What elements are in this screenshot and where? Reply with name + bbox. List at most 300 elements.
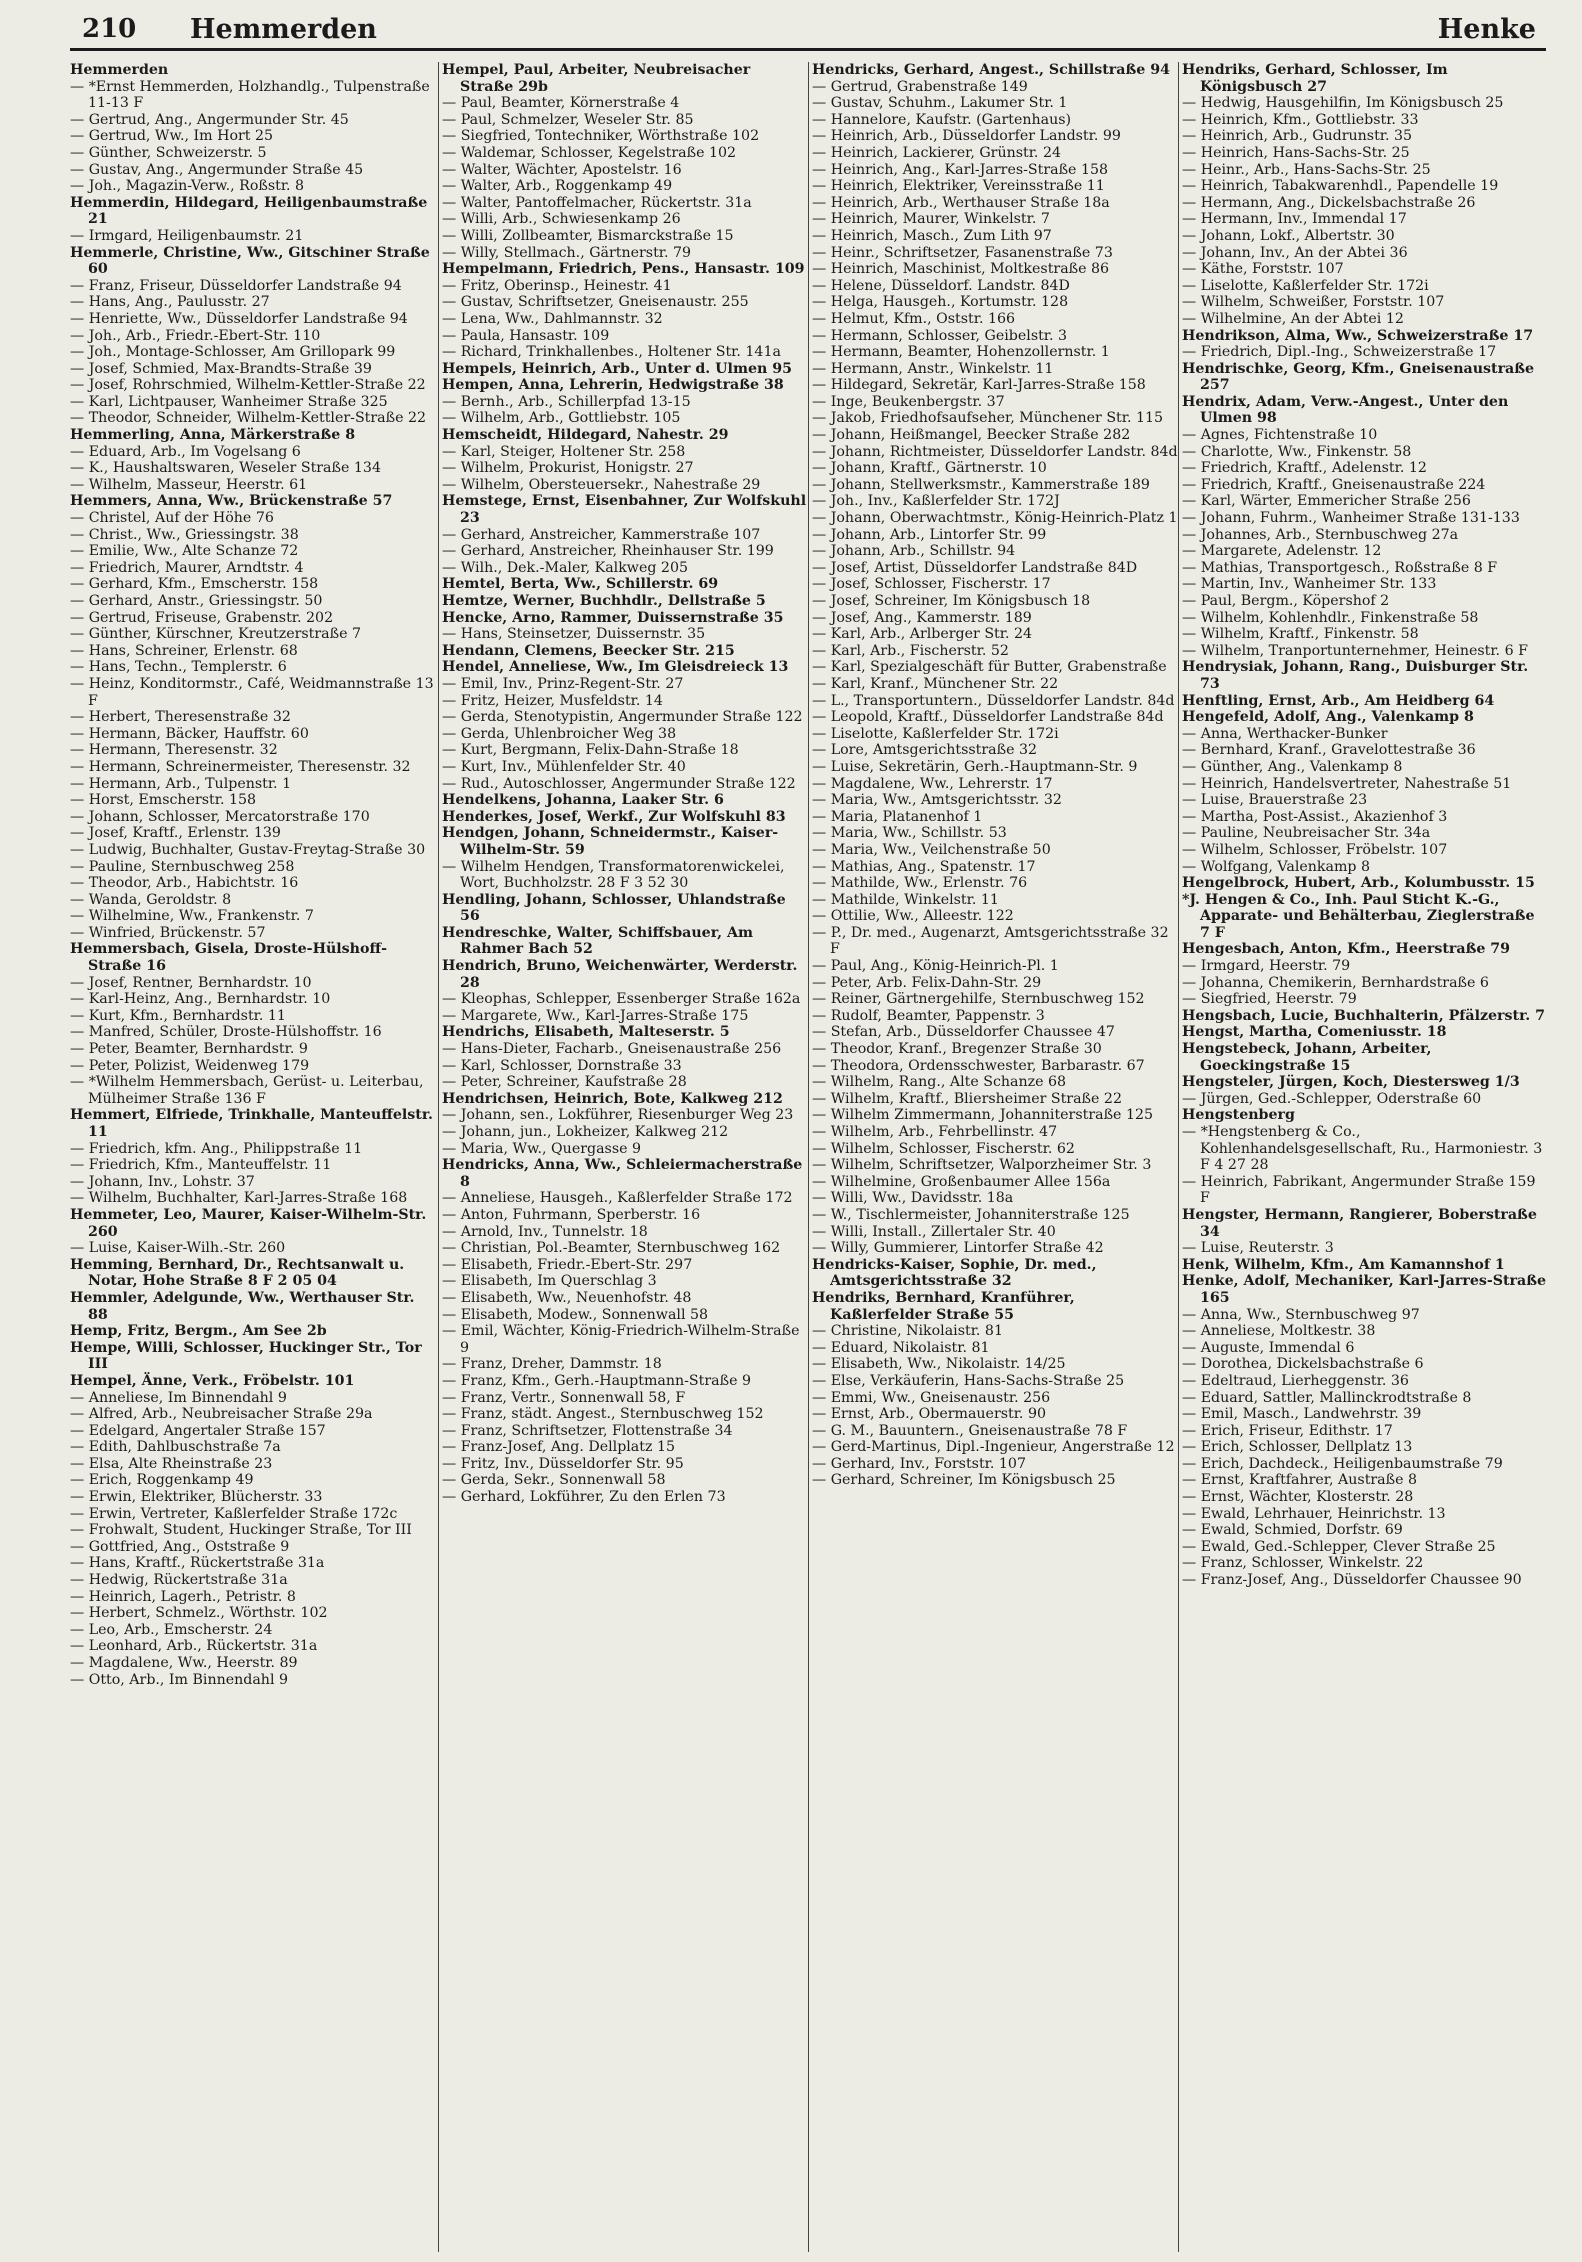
directory-entry: — Johann, jun., Lokheizer, Kalkweg 212: [442, 1124, 729, 1140]
directory-entry: — Emil, Masch., Landwehrstr. 39: [1182, 1406, 1422, 1423]
directory-surname-entry: Hemmerden: [70, 62, 169, 78]
directory-surname-entry: Hengstebeck, Johann, Arbeiter, Goeckingstraße 15: [1182, 1041, 1432, 1074]
header-last-entry: Henke: [1437, 14, 1536, 45]
directory-entry: — Irmgard, Heiligenbaumstr. 21: [70, 227, 304, 244]
directory-surname-entry: Hemmert, Elfriede, Trinkhalle, Manteuffelstr. 11: [70, 1107, 433, 1140]
directory-entry: — Lena, Ww., Dahlmannstr. 32: [442, 310, 663, 327]
directory-entry: — Hermann, Arb., Tulpenstr. 1: [70, 775, 292, 792]
directory-entry: — Johann, Arb., Schillstr. 94: [812, 543, 1016, 560]
directory-column-4: [1182, 62, 1548, 2252]
directory-surname-entry: Hendelkens, Johanna, Laaker Str. 6: [442, 792, 724, 809]
directory-entry: — Arnold, Inv., Tunnelstr. 18: [442, 1223, 648, 1240]
directory-entry: — Jürgen, Ged.-Schlepper, Oderstraße 60: [1182, 1090, 1482, 1107]
directory-surname-entry: *J. Hengen & Co., Inh. Paul Sticht K.-G., Apparate- und Behälterbau, Zieglerstraße 7 F: [1182, 891, 1535, 941]
directory-entry: — Johann, Heißmangel, Beecker Straße 282: [812, 427, 1131, 444]
directory-entry: — Hermann, Bäcker, Hauffstr. 60: [70, 725, 309, 742]
directory-entry: — Wilhelm, Schlosser, Fischerstr. 62: [812, 1140, 1075, 1157]
directory-entry: — Hannelore, Kaufstr. (Gartenhaus): [812, 111, 1072, 128]
directory-entry: — G. M., Bauuntern., Gneisenaustraße 78 F: [812, 1422, 1128, 1439]
directory-entry: — Herbert, Theresenstraße 32: [70, 709, 291, 726]
directory-entry: — Heinrich, Maurer, Winkelstr. 7: [812, 211, 1050, 228]
directory-entry: — Peter, Beamter, Bernhardstr. 9: [70, 1041, 308, 1058]
directory-surname-entry: Hemscheidt, Hildegard, Nahestr. 29: [442, 427, 729, 444]
directory-entry: — Stefan, Arb., Düsseldorfer Chaussee 47: [812, 1024, 1115, 1041]
directory-entry: — Wilhelm Hendgen, Transformatorenwickelei, Wort, Buchholzstr. 28 F 3 52 30: [442, 858, 785, 892]
directory-entry: — Mathilde, Ww., Erlenstr. 76: [812, 875, 1028, 892]
directory-entry: — Edelgard, Angertaler Straße 157: [70, 1422, 326, 1439]
directory-entry: — Winfried, Brückenstr. 57: [70, 924, 266, 941]
directory-surname-entry: Hempen, Anna, Lehrerin, Hedwigstraße 38: [442, 377, 784, 394]
directory-entry: — Hermann, Schlosser, Geibelstr. 3: [812, 327, 1068, 344]
directory-entry: — Theodor, Kranf., Bregenzer Straße 30: [812, 1041, 1102, 1058]
directory-entry: — Ernst, Arb., Obermauerstr. 90: [812, 1406, 1047, 1423]
directory-entry: — Bernhard, Kranf., Gravelottestraße 36: [1182, 742, 1476, 759]
directory-entry: — Heinr., Arb., Hans-Sachs-Str. 25: [1182, 161, 1431, 178]
directory-entry: — Gerhard, Anstr., Griessingstr. 50: [70, 593, 323, 609]
directory-entry: — Gerda, Stenotypistin, Angermunder Straße 122: [442, 709, 803, 726]
directory-surname-entry: Hendrichsen, Heinrich, Bote, Kalkweg 212: [442, 1090, 783, 1107]
directory-entry: — Wilhelm, Tranportunternehmer, Heinestr. 6 F: [1182, 642, 1528, 659]
directory-surname-entry: Hemming, Bernhard, Dr., Rechtsanwalt u. Notar, Hohe Straße 8 F 2 05 04: [70, 1256, 405, 1290]
directory-entry: — Maria, Ww., Amtsgerichtsstr. 32: [812, 792, 1062, 809]
directory-entry: — Friedrich, kfm. Ang., Philippstraße 11: [70, 1140, 363, 1157]
directory-entry: — Gertrud, Ww., Im Hort 25: [70, 128, 274, 145]
directory-entry: — Wilhelm, Arb., Gottliebstr. 105: [442, 410, 681, 427]
directory-surname-entry: Hemmers, Anna, Ww., Brückenstraße 57: [70, 493, 393, 510]
directory-entry: — Hans, Steinsetzer, Duissernstr. 35: [442, 626, 706, 643]
directory-entry: — Mathilde, Winkelstr. 11: [812, 891, 999, 908]
column-divider: [438, 62, 439, 2252]
directory-entry: — Günther, Ang., Valenkamp 8: [1182, 758, 1403, 775]
directory-entry: — Josef, Rohrschmied, Wilhelm-Kettler-Straße 22: [70, 377, 426, 394]
directory-entry: — Heinrich, Lackierer, Grünstr. 24: [812, 144, 1062, 161]
directory-entry: — Manfred, Schüler, Droste-Hülshoffstr. 16: [70, 1024, 382, 1041]
directory-entry: — Agnes, Fichtenstraße 10: [1182, 427, 1378, 444]
directory-surname-entry: Hendreschke, Walter, Schiffsbauer, Am Rahmer Bach 52: [442, 924, 754, 958]
directory-entry: — L., Transportuntern., Düsseldorfer Landstr. 84d: [812, 692, 1175, 709]
directory-entry: — Wilhelm, Kraftf., Bliersheimer Straße 22: [812, 1090, 1122, 1107]
directory-entry: — Peter, Polizist, Weidenweg 179: [70, 1057, 310, 1074]
directory-surname-entry: Hemstege, Ernst, Eisenbahner, Zur Wolfskuhl 23: [442, 493, 807, 527]
directory-entry: — Leopold, Kraftf., Düsseldorfer Landstraße 84d: [812, 709, 1164, 726]
directory-entry: — Johann, Richtmeister, Düsseldorfer Landstr. 84d: [812, 443, 1178, 460]
directory-entry: — Elisabeth, Modew., Sonnenwall 58: [442, 1306, 709, 1323]
directory-entry: — Friedrich, Kraftf., Adelenstr. 12: [1182, 460, 1427, 477]
directory-entry: — Luise, Reuterstr. 3: [1182, 1240, 1334, 1257]
directory-entry: — Elsa, Alte Rheinstraße 23: [70, 1455, 273, 1472]
directory-entry: — Heinrich, Lagerh., Petristr. 8: [70, 1588, 296, 1605]
directory-entry: — Karl, Arb., Arlberger Str. 24: [812, 626, 1033, 643]
directory-entry: — Otto, Arb., Im Binnendahl 9: [70, 1671, 289, 1688]
column-divider: [1178, 62, 1179, 2252]
directory-entry: — Josef, Artist, Düsseldorfer Landstraße 84D: [812, 559, 1138, 576]
directory-surname-entry: Hengsbach, Lucie, Buchhalterin, Pfälzerstr. 7: [1182, 1007, 1545, 1024]
directory-entry: — Heinz, Konditormstr., Café, Weidmannstraße 13 F: [70, 675, 434, 709]
directory-entry: — Wilhelm Zimmermann, Johanniterstraße 125: [812, 1107, 1154, 1124]
directory-entry: — K., Haushaltswaren, Weseler Straße 134: [70, 460, 381, 477]
directory-surname-entry: Hempe, Willi, Schlosser, Huckinger Str., Tor III: [70, 1339, 422, 1373]
directory-entry: — Maria, Ww., Schillstr. 53: [812, 825, 1007, 842]
directory-entry: — *Wilhelm Hemmersbach, Gerüst- u. Leiterbau, Mülheimer Straße 136 F: [70, 1074, 424, 1107]
directory-entry: — Helene, Düsseldorf. Landstr. 84D: [812, 277, 1070, 294]
page-number: 210: [82, 14, 137, 44]
directory-entry: — Hans, Kraftf., Rückertstraße 31a: [70, 1555, 325, 1572]
directory-surname-entry: Hempel, Paul, Arbeiter, Neubreisacher Straße 29b: [442, 62, 751, 95]
directory-entry: — Anna, Werthacker-Bunker: [1182, 725, 1388, 742]
directory-entry: — Rud., Autoschlosser, Angermunder Straße 122: [442, 775, 796, 792]
directory-entry: — Karl, Wärter, Emmericher Straße 256: [1182, 493, 1471, 510]
directory-entry: — Heinrich, Arb., Düsseldorfer Landstr. 99: [812, 128, 1121, 145]
directory-entry: — Walter, Arb., Roggenkamp 49: [442, 178, 673, 195]
directory-entry: — Paul, Ang., König-Heinrich-Pl. 1: [812, 958, 1059, 975]
directory-entry: — Hans, Techn., Templerstr. 6: [70, 659, 287, 676]
directory-entry: — Hildegard, Sekretär, Karl-Jarres-Straße 158: [812, 377, 1146, 394]
directory-entry: — Kurt, Inv., Mühlenfelder Str. 40: [442, 758, 686, 775]
directory-entry: — Fritz, Oberinsp., Heinestr. 41: [442, 277, 672, 294]
directory-surname-entry: Hendling, Johann, Schlosser, Uhlandstraße 56: [442, 891, 786, 925]
directory-entry: — Irmgard, Heerstr. 79: [1182, 958, 1351, 975]
directory-surname-entry: Hendann, Clemens, Beecker Str. 215: [442, 642, 735, 659]
directory-entry: — Gustav, Schuhm., Lakumer Str. 1: [812, 95, 1068, 112]
directory-entry: — Josef, Schlosser, Fischerstr. 17: [812, 576, 1051, 593]
directory-entry: — Christian, Pol.-Beamter, Sternbuschweg 162: [442, 1240, 781, 1257]
directory-entry: — Gerhard, Inv., Forststr. 107: [812, 1455, 1026, 1472]
directory-entry: — Liselotte, Kaßlerfelder Str. 172i: [1182, 277, 1429, 294]
directory-entry: — Anneliese, Im Binnendahl 9: [70, 1389, 287, 1406]
directory-entry: — Luise, Sekretärin, Gerh.-Hauptmann-Str. 9: [812, 758, 1138, 775]
directory-surname-entry: Hendrikson, Alma, Ww., Schweizerstraße 17: [1182, 327, 1534, 344]
directory-entry: — Erich, Roggenkamp 49: [70, 1472, 254, 1489]
directory-entry: — Rudolf, Beamter, Pappenstr. 3: [812, 1007, 1045, 1024]
directory-surname-entry: Hendricks, Anna, Ww., Schleiermacherstraße 8: [442, 1157, 803, 1190]
directory-entry: — Elisabeth, Im Querschlag 3: [442, 1273, 657, 1290]
directory-entry: — Johann, Inv., Lohstr. 37: [70, 1173, 255, 1190]
directory-entry: — Ernst, Kraftfahrer, Austraße 8: [1182, 1472, 1418, 1489]
directory-entry: — Siegfried, Heerstr. 79: [1182, 991, 1357, 1008]
directory-entry: — Käthe, Forststr. 107: [1182, 261, 1344, 278]
directory-entry: — Elisabeth, Ww., Nikolaistr. 14/25: [812, 1356, 1066, 1373]
directory-entry: — Luise, Kaiser-Wilh.-Str. 260: [70, 1240, 286, 1257]
directory-entry: — Karl, Lichtpauser, Wanheimer Straße 325: [70, 393, 388, 410]
directory-entry: — Leonhard, Arb., Rückertstr. 31a: [70, 1638, 318, 1655]
directory-entry: — Henriette, Ww., Düsseldorfer Landstraße 94: [70, 310, 408, 327]
directory-entry: — Hermann, Beamter, Hohenzollernstr. 1: [812, 344, 1110, 361]
directory-entry: — Heinrich, Masch., Zum Lith 97: [812, 227, 1052, 244]
directory-entry: — Paul, Schmelzer, Weseler Str. 85: [442, 111, 694, 128]
directory-entry: — Anneliese, Moltkestr. 38: [1182, 1323, 1376, 1340]
directory-entry: — Wilhelm, Obersteuersekr., Nahestraße 29: [442, 476, 761, 493]
directory-entry: — Bernh., Arb., Schillerpfad 13-15: [442, 393, 691, 410]
directory-entry: — Pauline, Neubreisacher Str. 34a: [1182, 825, 1431, 842]
directory-entry: — Hermann, Inv., Immendal 17: [1182, 211, 1407, 228]
directory-entry: — Erich, Dachdeck., Heiligenbaumstraße 79: [1182, 1455, 1503, 1472]
directory-entry: — Kurt, Kfm., Bernhardstr. 11: [70, 1007, 286, 1024]
directory-surname-entry: Hencke, Arno, Rammer, Duissernstraße 35: [442, 609, 784, 626]
directory-entry: — Wilhelmine, Großenbaumer Allee 156a: [812, 1173, 1111, 1190]
directory-surname-entry: Hengelbrock, Hubert, Arb., Kolumbusstr. 15: [1182, 875, 1535, 892]
directory-entry: — Heinr., Schriftsetzer, Fasanenstraße 73: [812, 244, 1113, 261]
directory-entry: — Gerda, Sekr., Sonnenwall 58: [442, 1472, 666, 1489]
directory-surname-entry: Hemmler, Adelgunde, Ww., Werthauser Str. 88: [70, 1289, 415, 1323]
directory-entry: — Elisabeth, Ww., Neuenhofstr. 48: [442, 1289, 692, 1306]
directory-entry: — Auguste, Immendal 6: [1182, 1339, 1355, 1356]
directory-entry: — Leo, Arb., Emscherstr. 24: [70, 1621, 273, 1638]
directory-entry: — Ewald, Ged.-Schlepper, Clever Straße 25: [1182, 1538, 1496, 1555]
directory-entry: — Helmut, Kfm., Oststr. 166: [812, 310, 1016, 327]
directory-entry: — Ewald, Schmied, Dorfstr. 69: [1182, 1522, 1403, 1539]
directory-surname-entry: Hendricks, Gerhard, Angest., Schillstraße 94: [812, 62, 1170, 78]
directory-entry: — Ewald, Lehrhauer, Heinrichstr. 13: [1182, 1505, 1446, 1522]
directory-entry: — Walter, Wächter, Apostelstr. 16: [442, 161, 682, 178]
directory-entry: — Gerhard, Schreiner, Im Königsbusch 25: [812, 1472, 1116, 1489]
directory-entry: — Kurt, Bergmann, Felix-Dahn-Straße 18: [442, 742, 739, 759]
directory-surname-entry: Hendrysiak, Johann, Rang., Duisburger Str. 73: [1182, 659, 1529, 692]
directory-entry: — Theodor, Schneider, Wilhelm-Kettler-Straße 22: [70, 410, 427, 427]
directory-entry: — Friedrich, Kraftf., Gneisenaustraße 224: [1182, 476, 1486, 493]
directory-entry: — Gerda, Uhlenbroicher Weg 38: [442, 725, 677, 742]
directory-entry: — Josef, Schreiner, Im Königsbusch 18: [812, 593, 1091, 609]
directory-surname-entry: Hengster, Hermann, Rangierer, Boberstraße 34: [1182, 1206, 1537, 1240]
directory-entry: — Franz, Kfm., Gerh.-Hauptmann-Straße 9: [442, 1372, 752, 1389]
directory-entry: — Reiner, Gärtnergehilfe, Sternbuschweg 152: [812, 991, 1145, 1008]
directory-entry: — Karl, Arb., Fischerstr. 52: [812, 642, 1009, 659]
directory-entry: — Friedrich, Kfm., Manteuffelstr. 11: [70, 1157, 332, 1174]
directory-entry: — Hans-Dieter, Facharb., Gneisenaustraße 256: [442, 1041, 782, 1058]
directory-entry: — Hermann, Anstr., Winkelstr. 11: [812, 360, 1054, 377]
directory-entry: — Eduard, Nikolaistr. 81: [812, 1339, 990, 1356]
directory-entry: — Maria, Platanenhof 1: [812, 808, 983, 825]
directory-entry: — Erich, Friseur, Edithstr. 17: [1182, 1422, 1393, 1439]
directory-surname-entry: Hemtze, Werner, Buchhdlr., Dellstraße 5: [442, 593, 766, 609]
directory-entry: — Johann, Oberwachtmstr., König-Heinrich-Platz 1: [812, 510, 1178, 527]
directory-entry: — Jakob, Friedhofsaufseher, Münchener Str. 115: [812, 410, 1164, 427]
directory-entry: — Karl-Heinz, Ang., Bernhardstr. 10: [70, 991, 331, 1008]
directory-entry: — Willy, Stellmach., Gärtnerstr. 79: [442, 244, 692, 261]
directory-entry: — Josef, Schmied, Max-Brandts-Straße 39: [70, 360, 372, 377]
directory-entry: — Wilhelm, Masseur, Heerstr. 61: [70, 476, 308, 493]
directory-entry: — Edeltraud, Lierheggenstr. 36: [1182, 1372, 1409, 1389]
directory-surname-entry: Henke, Adolf, Mechaniker, Karl-Jarres-Straße 165: [1182, 1273, 1546, 1306]
directory-entry: — Wanda, Geroldstr. 8: [70, 891, 232, 908]
directory-surname-entry: Hemmerling, Anna, Märkerstraße 8: [70, 427, 356, 444]
directory-entry: — Margarete, Adelenstr. 12: [1182, 543, 1382, 560]
directory-entry: — Johann, Arb., Lintorfer Str. 99: [812, 526, 1047, 543]
directory-columns: [70, 62, 1546, 2252]
directory-entry: — Emil, Inv., Prinz-Regent-Str. 27: [442, 675, 684, 692]
directory-entry: — Fritz, Inv., Düsseldorfer Str. 95: [442, 1455, 684, 1472]
directory-entry: — Johanna, Chemikerin, Bernhardstraße 6: [1182, 974, 1489, 991]
directory-entry: — Martin, Inv., Wanheimer Str. 133: [1182, 576, 1437, 593]
directory-entry: — Hermann, Theresenstr. 32: [70, 742, 278, 759]
directory-entry: — Wilhelm, Kohlenhdlr., Finkenstraße 58: [1182, 609, 1479, 626]
directory-entry: — Anton, Fuhrmann, Sperberstr. 16: [442, 1206, 701, 1223]
directory-column-3: [812, 62, 1178, 2252]
directory-entry: — Heinrich, Arb., Werthauser Straße 18a: [812, 194, 1110, 211]
directory-entry: — Luise, Brauerstraße 23: [1182, 792, 1368, 809]
directory-entry: — Gottfried, Ang., Oststraße 9: [70, 1538, 290, 1555]
directory-entry: — Liselotte, Kaßlerfelder Str. 172i: [812, 725, 1059, 742]
directory-entry: — Elisabeth, Friedr.-Ebert-Str. 297: [442, 1256, 693, 1273]
directory-surname-entry: Henderkes, Josef, Werkf., Zur Wolfskuhl 83: [442, 808, 786, 825]
directory-entry: — Gerhard, Anstreicher, Kammerstraße 107: [442, 526, 761, 543]
directory-entry: — Franz-Josef, Ang. Dellplatz 15: [442, 1439, 676, 1456]
directory-entry: — Ludwig, Buchhalter, Gustav-Freytag-Straße 30: [70, 841, 426, 858]
directory-entry: — Horst, Emscherstr. 158: [70, 792, 257, 809]
directory-entry: — Gerhard, Kfm., Emscherstr. 158: [70, 576, 319, 593]
directory-entry: — Hermann, Ang., Dickelsbachstraße 26: [1182, 194, 1476, 211]
directory-entry: — Fritz, Heizer, Musfeldstr. 14: [442, 692, 663, 709]
directory-surname-entry: Hendrischke, Georg, Kfm., Gneisenaustraße 257: [1182, 360, 1535, 394]
directory-entry: — Ernst, Wächter, Klosterstr. 28: [1182, 1489, 1414, 1506]
directory-entry: — Wilhelm, Buchhalter, Karl-Jarres-Straße 168: [70, 1190, 408, 1207]
directory-entry: — Magdalene, Ww., Lehrerstr. 17: [812, 775, 1053, 792]
directory-surname-entry: Hemmerle, Christine, Ww., Gitschiner Straße 60: [70, 244, 430, 278]
directory-entry: — Willi, Arb., Schwiesenkamp 26: [442, 211, 681, 228]
directory-surname-entry: Hemmerdin, Hildegard, Heiligenbaumstraße 21: [70, 194, 428, 228]
directory-entry: — *Hengstenberg & Co., Kohlenhandelsgesellschaft, Ru., Harmoniestr. 3 F 4 27 28: [1182, 1124, 1543, 1174]
directory-entry: — Hans, Schreiner, Erlenstr. 68: [70, 642, 298, 659]
directory-entry: — Mathias, Ang., Spatenstr. 17: [812, 858, 1036, 875]
directory-surname-entry: Hengstenberg: [1182, 1107, 1295, 1124]
directory-surname-entry: Hempels, Heinrich, Arb., Unter d. Ulmen 95: [442, 360, 792, 377]
directory-entry: — Eduard, Sattler, Mallinckrodtstraße 8: [1182, 1389, 1472, 1406]
directory-entry: — Christ., Ww., Griessingstr. 38: [70, 526, 299, 543]
header-first-entry: Hemmerden: [190, 14, 377, 45]
directory-entry: — Paul, Bergm., Köpershof 2: [1182, 593, 1390, 609]
directory-entry: — Theodor, Arb., Habichtstr. 16: [70, 875, 299, 892]
directory-surname-entry: Hendgen, Johann, Schneidermstr., Kaiser-Wilhelm-Str. 59: [442, 825, 779, 858]
directory-surname-entry: Hengefeld, Adolf, Ang., Valenkamp 8: [1182, 709, 1474, 726]
directory-entry: — Johann, Inv., An der Abtei 36: [1182, 244, 1408, 261]
directory-entry: — Johann, Lokf., Albertstr. 30: [1182, 227, 1395, 244]
directory-entry: — W., Tischlermeister, Johanniterstraße 125: [812, 1206, 1130, 1223]
directory-entry: — Josef, Rentner, Bernhardstr. 10: [70, 974, 312, 991]
directory-entry: — Gertrud, Ang., Angermunder Str. 45: [70, 111, 349, 128]
directory-entry: — Johann, Schlosser, Mercatorstraße 170: [70, 808, 370, 825]
directory-surname-entry: Hempel, Änne, Verk., Fröbelstr. 101: [70, 1372, 355, 1389]
directory-entry: — Frohwalt, Student, Huckinger Straße, Tor III: [70, 1522, 412, 1539]
directory-entry: — *Ernst Hemmerden, Holzhandlg., Tulpenstraße 11-13 F: [70, 78, 430, 112]
directory-surname-entry: Hengsteler, Jürgen, Koch, Diestersweg 1/3: [1182, 1074, 1520, 1091]
directory-entry: — Josef, Ang., Kammerstr. 189: [812, 609, 1032, 626]
directory-surname-entry: Hemp, Fritz, Bergm., Am See 2b: [70, 1323, 327, 1340]
directory-entry: — Joh., Arb., Friedr.-Ebert-Str. 110: [70, 327, 321, 344]
directory-surname-entry: Hendricks-Kaiser, Sophie, Dr. med., Amtsgerichtsstraße 32: [812, 1256, 1097, 1290]
directory-surname-entry: Henftling, Ernst, Arb., Am Heidberg 64: [1182, 692, 1495, 709]
directory-entry: — Dorothea, Dickelsbachstraße 6: [1182, 1356, 1424, 1373]
directory-entry: — Maria, Ww., Quergasse 9: [442, 1140, 642, 1157]
directory-entry: — Heinrich, Tabakwarenhdl., Papendelle 19: [1182, 178, 1499, 195]
directory-entry: — Wilhelm, Rang., Alte Schanze 68: [812, 1074, 1067, 1091]
directory-surname-entry: Hempelmann, Friedrich, Pens., Hansastr. 109: [442, 261, 805, 278]
directory-entry: — Paula, Hansastr. 109: [442, 327, 610, 344]
directory-entry: — Wilhelm, Schriftsetzer, Walporzheimer Str. 3: [812, 1157, 1152, 1174]
directory-entry: — Franz, städt. Angest., Sternbuschweg 152: [442, 1406, 764, 1423]
directory-entry: — Karl, Kranf., Münchener Str. 22: [812, 675, 1059, 692]
directory-entry: — Else, Verkäuferin, Hans-Sachs-Straße 25: [812, 1372, 1125, 1389]
directory-surname-entry: Hengst, Martha, Comeniusstr. 18: [1182, 1024, 1447, 1041]
directory-entry: — Herbert, Schmelz., Wörthstr. 102: [70, 1605, 328, 1622]
directory-entry: — Hermann, Schreinermeister, Theresenstr. 32: [70, 758, 411, 775]
directory-entry: — Joh., Magazin-Verw., Roßstr. 8: [70, 178, 305, 195]
directory-entry: — Karl, Spezialgeschäft für Butter, Grabenstraße: [812, 659, 1167, 676]
directory-entry: — Wilhelm, Schweißer, Forststr. 107: [1182, 294, 1445, 311]
directory-entry: — Erich, Schlosser, Dellplatz 13: [1182, 1439, 1413, 1456]
directory-entry: — P., Dr. med., Augenarzt, Amtsgerichtsstraße 32 F: [812, 924, 1169, 958]
directory-entry: — Heinrich, Arb., Gudrunstr. 35: [1182, 128, 1413, 145]
directory-entry: — Gerhard, Anstreicher, Rheinhauser Str. 199: [442, 543, 774, 560]
directory-entry: — Franz, Schlosser, Winkelstr. 22: [1182, 1555, 1424, 1572]
directory-surname-entry: Hendriks, Bernhard, Kranführer, Kaßlerfelder Straße 55: [812, 1289, 1075, 1323]
directory-entry: — Willi, Zollbeamter, Bismarckstraße 15: [442, 227, 734, 244]
directory-surname-entry: Hendrichs, Elisabeth, Malteserstr. 5: [442, 1024, 730, 1041]
directory-entry: — Heinrich, Handelsvertreter, Nahestraße 51: [1182, 775, 1512, 792]
directory-entry: — Erwin, Vertreter, Kaßlerfelder Straße 172c: [70, 1505, 398, 1522]
directory-entry: — Kleophas, Schlepper, Essenberger Straße 162a: [442, 991, 801, 1008]
directory-entry: — Hans, Ang., Paulusstr. 27: [70, 294, 270, 311]
directory-entry: — Joh., Inv., Kaßlerfelder Str. 172J: [812, 493, 1060, 510]
directory-entry: — Heinrich, Fabrikant, Angermunder Straße 159 F: [1182, 1173, 1536, 1207]
directory-entry: — Willi, Install., Zillertaler Str. 40: [812, 1223, 1056, 1240]
directory-entry: — Mathias, Transportgesch., Roßstraße 8 F: [1182, 559, 1498, 576]
directory-entry: — Anneliese, Hausgeh., Kaßlerfelder Straße 172: [442, 1190, 793, 1207]
directory-entry: — Heinrich, Elektriker, Vereinsstraße 11: [812, 178, 1105, 195]
directory-entry: — Walter, Pantoffelmacher, Rückertstr. 31a: [442, 194, 752, 211]
directory-entry: — Willy, Gummierer, Lintorfer Straße 42: [812, 1240, 1104, 1257]
directory-surname-entry: Hemmeter, Leo, Maurer, Kaiser-Wilhelm-Str. 260: [70, 1206, 427, 1240]
directory-entry: — Theodora, Ordensschwester, Barbarastr. 67: [812, 1057, 1145, 1074]
directory-entry: — Karl, Schlosser, Dornstraße 33: [442, 1057, 682, 1074]
directory-entry: — Wilhelmine, An der Abtei 12: [1182, 310, 1404, 327]
directory-entry: — Franz-Josef, Ang., Düsseldorfer Chaussee 90: [1182, 1572, 1522, 1589]
directory-entry: — Christine, Nikolaistr. 81: [812, 1323, 1003, 1340]
directory-entry: — Johannes, Arb., Sternbuschweg 27a: [1182, 526, 1459, 543]
directory-entry: — Joh., Montage-Schlosser, Am Grillopark 99: [70, 344, 396, 361]
directory-entry: — Waldemar, Schlosser, Kegelstraße 102: [442, 144, 737, 161]
directory-entry: — Heinrich, Kfm., Gottliebstr. 33: [1182, 111, 1419, 128]
directory-entry: — Eduard, Arb., Im Vogelsang 6: [70, 443, 301, 460]
directory-entry: — Maria, Ww., Veilchenstraße 50: [812, 841, 1051, 858]
directory-entry: — Franz, Dreher, Dammstr. 18: [442, 1356, 662, 1373]
directory-entry: — Wilhelm, Prokurist, Honigstr. 27: [442, 460, 694, 477]
directory-entry: — Martha, Post-Assist., Akazienhof 3: [1182, 808, 1448, 825]
directory-entry: — Heinrich, Hans-Sachs-Str. 25: [1182, 144, 1410, 161]
directory-entry: — Siegfried, Tontechniker, Wörthstraße 102: [442, 128, 760, 145]
directory-surname-entry: Hendrix, Adam, Verw.-Angest., Unter den Ulmen 98: [1182, 393, 1509, 427]
directory-entry: — Johann, Kraftf., Gärtnerstr. 10: [812, 460, 1047, 477]
directory-entry: — Pauline, Sternbuschweg 258: [70, 858, 295, 875]
directory-entry: — Franz, Schriftsetzer, Flottenstraße 34: [442, 1422, 733, 1439]
directory-entry: — Alfred, Arb., Neubreisacher Straße 29a: [70, 1406, 373, 1423]
directory-entry: — Peter, Arb. Felix-Dahn-Str. 29: [812, 974, 1042, 991]
directory-entry: — Emmi, Ww., Gneisenaustr. 256: [812, 1389, 1051, 1406]
directory-entry: — Gustav, Schriftsetzer, Gneisenaustr. 255: [442, 294, 749, 311]
directory-entry: — Erwin, Elektriker, Blücherstr. 33: [70, 1489, 323, 1506]
directory-entry: — Günther, Schweizerstr. 5: [70, 144, 267, 161]
directory-entry: — Edith, Dahlbuschstraße 7a: [70, 1439, 281, 1456]
directory-entry: — Günther, Kürschner, Kreutzerstraße 7: [70, 626, 362, 643]
directory-entry: — Peter, Schreiner, Kaufstraße 28: [442, 1074, 687, 1091]
directory-surname-entry: Hendrich, Bruno, Weichenwärter, Werderstr. 28: [442, 958, 798, 991]
directory-entry: — Christel, Auf der Höhe 76: [70, 510, 274, 527]
directory-entry: — Wilhelm, Schlosser, Fröbelstr. 107: [1182, 841, 1448, 858]
directory-entry: — Johann, Fuhrm., Wanheimer Straße 131-133: [1182, 510, 1520, 527]
directory-entry: — Johann, Stellwerksmstr., Kammerstraße 189: [812, 476, 1150, 493]
directory-entry: — Inge, Beukenbergstr. 37: [812, 393, 1005, 410]
directory-entry: — Wilhelm, Kraftf., Finkenstr. 58: [1182, 626, 1419, 643]
directory-surname-entry: Hendriks, Gerhard, Schlosser, Im Königsbusch 27: [1182, 62, 1448, 95]
directory-entry: — Franz, Friseur, Düsseldorfer Landstraße 94: [70, 277, 402, 294]
